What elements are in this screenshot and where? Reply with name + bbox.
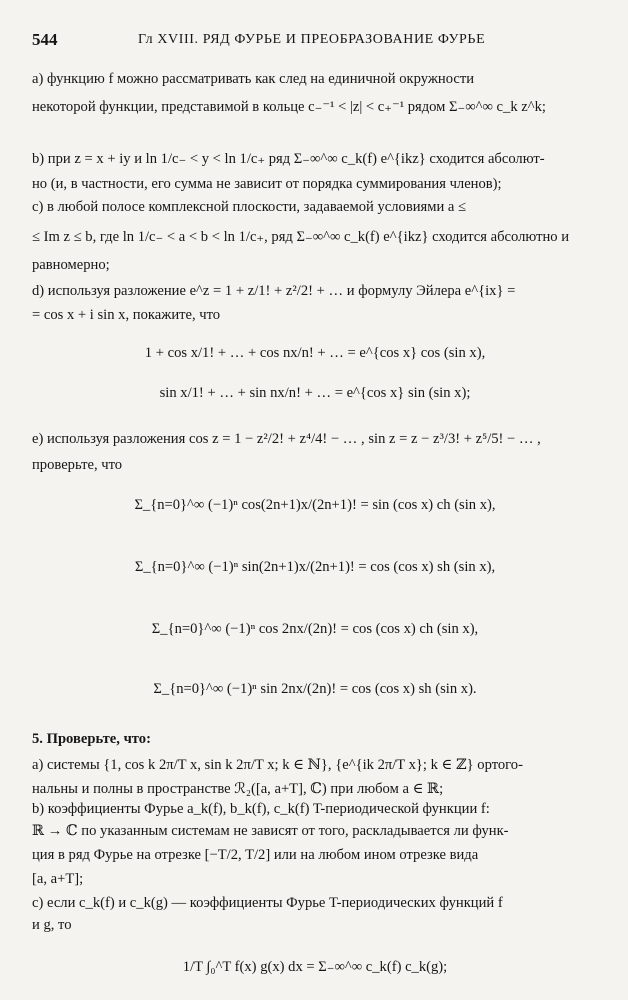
text-line: ция в ряд Фурье на отрезке [−T/2, T/2] или на любом ином отрезке вида (32, 847, 479, 863)
text-line: ≤ Im z ≤ b, где ln 1/c₋ < a < b < ln 1/c₊, ряд Σ₋∞^∞ c_k(f) e^{ikz} сходится абсолютно и (32, 229, 570, 245)
text-line: c) в любой полосе комплексной плоскости, задаваемой условиями a ≤ (32, 199, 467, 215)
text-line: [a, a+T]; (32, 871, 84, 887)
text-line: некоторой функции, представимой в кольце c₋⁻¹ < |z| < c₊⁻¹ рядом Σ₋∞^∞ c_k z^k; (32, 99, 546, 115)
text-line: b) коэффициенты Фурье a_k(f), b_k(f), c_k(f) T-периодической функции f: (32, 801, 490, 817)
text-line: ℝ → ℂ по указанным системам не зависят от того, раскладывается ли функ- (32, 823, 509, 839)
page-header (0, 30, 628, 50)
text-line: и g, то (32, 917, 72, 933)
text-line: но (и, в частности, его сумма не зависит от порядка суммирования членов); (32, 176, 502, 192)
problem-heading: 5. Проверьте, что: (32, 731, 151, 747)
text-line: = cos x + i sin x, покажите, что (32, 307, 221, 323)
text-line: b) при z = x + iy и ln 1/c₋ < y < ln 1/c₊ ряд Σ₋∞^∞ c_k(f) e^{ikz} сходится абсолют- (32, 151, 545, 167)
text-line: e) используя разложения cos z = 1 − z²/2! + z⁴/4! − … , sin z = z − z³/3! + z⁵/5! − … , (32, 431, 541, 447)
running-title: Гл XVIII. РЯД ФУРЬЕ И ПРЕОБРАЗОВАНИЕ ФУРЬЕ (138, 32, 486, 47)
text-line: проверьте, что (32, 457, 123, 473)
text-line: равномерно; (32, 257, 110, 273)
text-line: c) если c_k(f) и c_k(g) — коэффициенты Фурье T-периодических функций f (32, 895, 503, 911)
page-number: 544 (32, 30, 58, 49)
text-line: a) функцию f можно рассматривать как след на единичной окружности (32, 71, 475, 87)
text-line: нальны и полны в пространстве ℛ₂([a, a+T], ℂ) при любом a ∈ ℝ; (32, 781, 444, 797)
equation: Σ_{n=0}^∞ (−1)ⁿ cos(2n+1)x/(2n+1)! = sin (cos x) ch (sin x), (134, 497, 496, 513)
text-line: a) системы {1, cos k 2π/T x, sin k 2π/T x; k ∈ ℕ}, {e^{ik 2π/T x}; k ∈ ℤ} ортого- (32, 757, 523, 773)
equation: 1/T ∫₀^T f(x) g(x) dx = Σ₋∞^∞ c_k(f) c_k(g); (182, 959, 448, 975)
text-line: d) используя разложение e^z = 1 + z/1! + z²/2! + … и формулу Эйлера e^{ix} = (32, 283, 516, 299)
equation: sin x/1! + … + sin nx/n! + … = e^{cos x} sin (sin x); (159, 385, 471, 401)
equation: Σ_{n=0}^∞ (−1)ⁿ sin 2nx/(2n)! = cos (cos x) sh (sin x). (153, 681, 477, 697)
equation: Σ_{n=0}^∞ (−1)ⁿ cos 2nx/(2n)! = cos (cos x) ch (sin x), (151, 621, 479, 637)
equation: 1 + cos x/1! + … + cos nx/n! + … = e^{cos x} cos (sin x), (144, 345, 486, 361)
equation: Σ_{n=0}^∞ (−1)ⁿ sin(2n+1)x/(2n+1)! = cos (cos x) sh (sin x), (134, 559, 496, 575)
